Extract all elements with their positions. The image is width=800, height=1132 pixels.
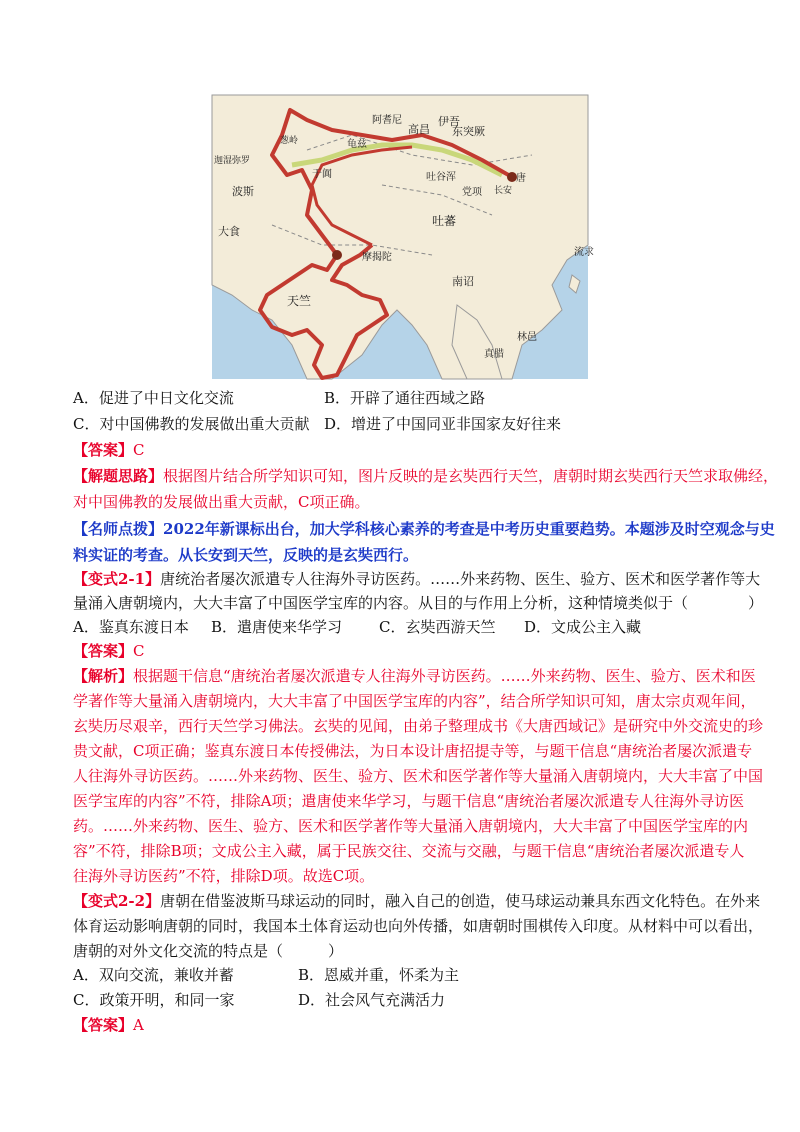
q1-option-b[interactable]: B．开辟了通往西域之路 [324,389,486,407]
teacher-note-line-1: 【名师点拨】2022年新课标出台，加大学科核心素养的考查是中考历史重要趋势。本题涉及时空观念与史 [73,520,775,538]
v21-answer: 【答案】C [73,642,145,660]
map-label: 吐蕃 [432,214,457,228]
v21-analysis-line-9: 往海外寻访医药”不符，排除D项。故选C项。 [73,867,375,885]
q1-analysis-line-2: 对中国佛教的发展做出重大贡献，C项正确。 [73,493,370,511]
q1-option-c[interactable]: C．对中国佛教的发展做出重大贡献 [73,415,310,433]
q1-option-a[interactable]: A．促进了中日文化交流 [73,389,234,407]
map-label: 天竺 [287,294,312,308]
map-label: 流求 [574,247,594,258]
v22-answer: 【答案】A [73,1016,144,1034]
v21-analysis-line-4: 贵文献，C项正确；鉴真东渡日本传授佛法，为日本设计唐招提寺等，与题干信息“唐统治者屡次派遣专 [73,742,753,760]
map-label: 葱岭 [280,136,299,146]
map-label: 伊吾 [438,115,460,128]
map-label: 林邑 [517,332,537,343]
q1-option-d[interactable]: D．增进了中国同亚非国家友好往来 [324,415,562,433]
v21-analysis-line-6: 医学宝库的内容”不符，排除A项；遣唐使来华学习，与题干信息“唐统治者屡次派遣专人往海外寻访医 [73,792,745,810]
map-label: 迦湿弥罗 [214,156,251,166]
v21-option-c[interactable]: C．玄奘西游天竺 [379,618,496,636]
v22-option-d[interactable]: D．社会风气充满活力 [298,991,446,1009]
map-label: 真腊 [484,349,504,360]
v22-stem-line-3: 唐朝的对外文化交流的特点是（ ） [73,942,344,960]
map-label: 党项 [462,187,482,198]
v21-analysis-line-8: 容”不符，排除B项；文成公主入藏，属于民族交往、交流与交融，与题干信息“唐统治者屡次派遣专人 [73,842,745,860]
teacher-note-line-2: 料实证的考查。从长安到天竺，反映的是玄奘西行。 [73,546,419,564]
v21-stem-line-2: 量涌入唐朝境内，大大丰富了中国医学宝库的内容。从目的与作用上分析，这种情境类似于（ ） [73,594,764,612]
v22-option-a[interactable]: A．双向交流，兼收并蓄 [73,966,234,984]
map-label: 南诏 [452,275,474,288]
map-label: 阿耆尼 [372,115,402,126]
v21-stem-line-1: 【变式2-1】唐统治者屡次派遣专人往海外寻访医药。……外来药物、医生、验方、医术和医学著作等大 [73,570,761,588]
v22-stem-line-1: 【变式2-2】唐朝在借鉴波斯马球运动的同时，融入自己的创造，使马球运动兼具东西文化特色。在外来 [73,892,761,910]
v21-analysis-line-3: 玄奘历尽艰辛，西行天竺学习佛法。玄奘的见闻，由弟子整理成书《大唐西域记》是研究中外交流史的珍 [73,717,764,735]
v22-option-c[interactable]: C．政策开明，和同一家 [73,991,235,1009]
v22-option-b[interactable]: B．恩威并重，怀柔为主 [298,966,460,984]
v21-option-a[interactable]: A．鉴真东渡日本 [73,618,189,636]
q1-answer: 【答案】C [73,441,145,459]
map-label: 吐谷浑 [426,172,456,183]
v21-option-b[interactable]: B．遣唐使来华学习 [211,618,343,636]
v21-analysis-line-7: 药。……外来药物、医生、验方、医术和医学著作等大量涌入唐朝境内，大大丰富了中国医学宝库的内 [73,817,749,835]
v21-option-d[interactable]: D．文成公主入藏 [524,618,642,636]
v21-analysis-line-1: 【解析】根据题干信息“唐统治者屡次派遣专人往海外寻访医药。……外来药物、医生、验方、医术和医 [73,667,756,685]
map-label: 大食 [218,225,240,238]
map-label: 于阗 [312,169,332,180]
map-label: 高昌 [408,123,430,136]
map-label: 东突厥 [452,125,485,138]
nalanda-marker [332,250,342,260]
map-label: 唐 [516,173,526,184]
map-label: 长安 [494,186,513,196]
q1-analysis-line-1: 【解题思路】根据图片结合所学知识可知，图片反映的是玄奘西行天竺，唐朝时期玄奘西行天竺求取佛经， [73,467,779,485]
map-label: 龟兹 [347,139,367,150]
v21-analysis-line-2: 学著作等大量涌入唐朝境内，大大丰富了中国医学宝库的内容”，结合所学知识可知，唐太宗贞观年间， [73,692,756,710]
xuanzang-route-map [212,95,594,379]
map-label: 摩揭陀 [362,252,392,263]
v21-analysis-line-5: 人往海外寻访医药。……外来药物、医生、验方、医术和医学著作等大量涌入唐朝境内，大大丰富了中国 [73,767,764,785]
v22-stem-line-2: 体育运动影响唐朝的同时，我国本土体育运动也向外传播，如唐朝时围棋传入印度。从材料中可以看出， [73,917,764,935]
map-label: 波斯 [232,185,254,198]
